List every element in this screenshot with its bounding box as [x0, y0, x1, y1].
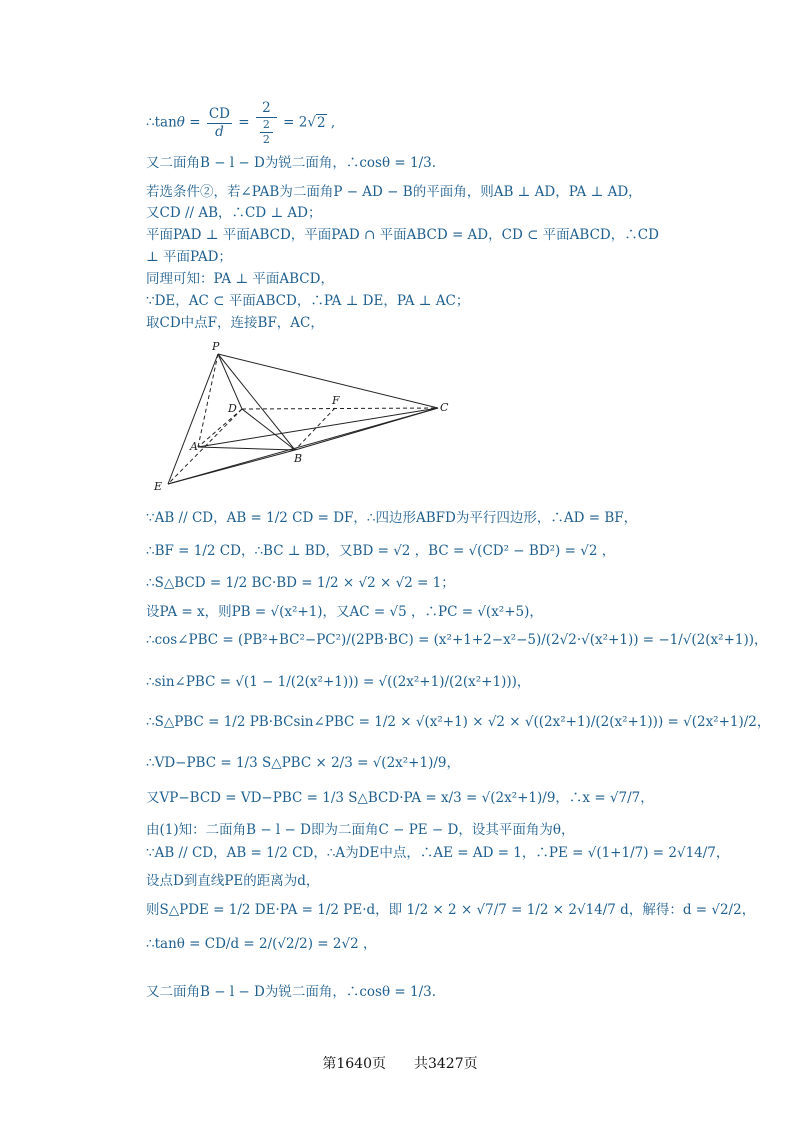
solution-line: 设点D到直线PE的距离为d，	[146, 873, 320, 889]
solution-line: 则S△PDE = 1/2 DE·PA = 1/2 PE·d，即 1/2 × 2 × √7/7 = 1/2 × 2√14/7 d，解得：d = √2/2，	[146, 902, 756, 918]
solution-line: ∵DE，AC ⊂ 平面ABCD，∴PA ⊥ DE，PA ⊥ AC；	[146, 293, 470, 309]
solution-line: 若选条件②，若∠PAB为二面角P − AD − B的平面角，则AB ⊥ AD，PA ⊥ AD，	[146, 184, 642, 200]
solution-line: 又VP−BCD = VD−PBC = 1/3 S△BCD·PA = x/3 = √(2x²+1)/9，∴x = √7/7，	[146, 790, 654, 806]
solution-line: ∵AB // CD，AB = 1/2 CD = DF，∴四边形ABFD为平行四边形，∴AD = BF，	[146, 510, 638, 526]
label-b: B	[294, 452, 303, 465]
solution-line: ∴BF = 1/2 CD，∴BC ⊥ BD，又BD = √2 ，BC = √(CD² − BD²) = √2 ，	[146, 543, 616, 559]
solution-line: 又二面角B − l − D为锐二面角，∴cosθ = 1/3.	[146, 155, 437, 171]
solution-line: ∴S△BCD = 1/2 BC·BD = 1/2 × √2 × √2 = 1；	[146, 575, 455, 591]
solution-line: ∴cos∠PBC = (PB²+BC²−PC²)/(2PB·BC) = (x²+1+2−x²−5)/(2√2·√(x²+1)) = −1/√(2(x²+1))，	[146, 632, 768, 648]
label-c: C	[440, 401, 449, 414]
solution-line: 取CD中点F，连接BF，AC，	[146, 315, 324, 331]
solution-line: 平面PAD ⊥ 平面ABCD，平面PAD ∩ 平面ABCD = AD，CD ⊂ 平面ABCD，∴CD	[146, 227, 659, 243]
solution-line: ∴tanθ = $\frac{CD}{d}$ = $\frac{2}{\frac{2}{2}}$ = 2√2 ,	[146, 100, 336, 146]
pyramid-figure	[150, 340, 460, 492]
solution-line: 由(1)知：二面角B − l − D即为二面角C − PE − D，设其平面角为θ，	[146, 822, 575, 838]
label-a: A	[190, 440, 198, 453]
solution-line: ∴tanθ = CD/d = 2/(√2/2) = 2√2 ，	[146, 936, 377, 952]
solution-line: ∴sin∠PBC = √(1 − 1/(2(x²+1))) = √((2x²+1)/(2(x²+1)))，	[146, 674, 531, 690]
solution-line: 设PA = x，则PB = √(x²+1)，又AC = √5 ，∴PC = √(x²+5)，	[146, 604, 543, 620]
label-d: D	[228, 402, 237, 415]
solution-line: ⊥ 平面PAD；	[146, 249, 232, 265]
solution-line: 又二面角B − l − D为锐二面角，∴cosθ = 1/3.	[146, 984, 437, 1000]
solution-line: ∵AB // CD，AB = 1/2 CD，∴A为DE中点，∴AE = AD = 1，∴PE = √(1+1/7) = 2√14/7，	[146, 845, 730, 861]
solution-line: ∴S△PBC = 1/2 PB·BCsin∠PBC = 1/2 × √(x²+1) × √2 × √((2x²+1)/(2(x²+1))) = √(2x²+1)/2，	[146, 714, 771, 730]
solution-line: 同理可知：PA ⊥ 平面ABCD，	[146, 271, 334, 287]
solution-line: 又CD // AB，∴CD ⊥ AD；	[146, 205, 322, 221]
solution-line: ∴VD−PBC = 1/3 S△PBC × 2/3 = √(2x²+1)/9，	[146, 755, 460, 771]
page-footer: 第1640页 共3427页	[322, 1056, 478, 1072]
label-e: E	[154, 480, 163, 492]
label-p: P	[212, 340, 220, 353]
label-f: F	[332, 394, 340, 407]
